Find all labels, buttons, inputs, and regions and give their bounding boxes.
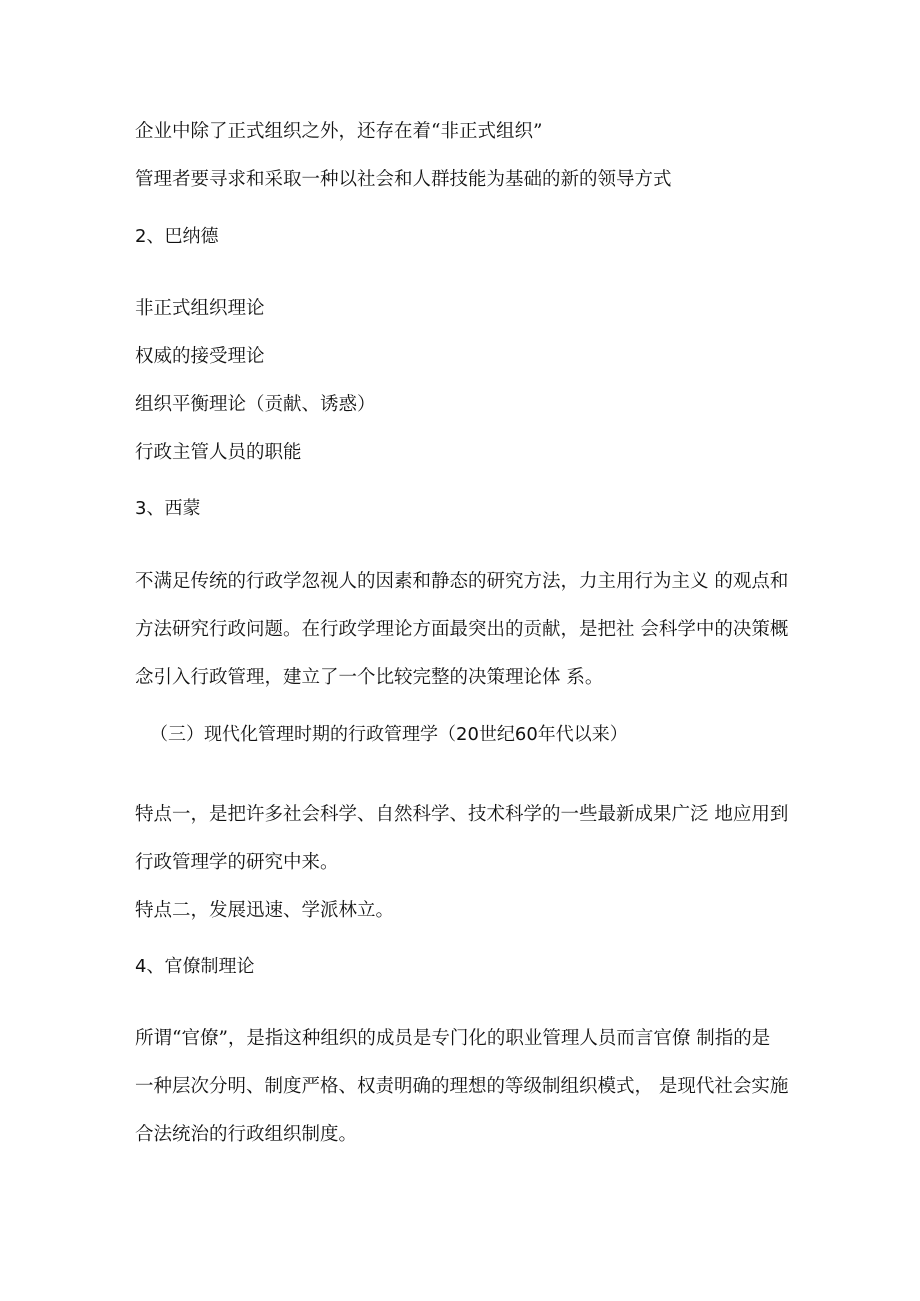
paragraph-line: 所谓“官僚”，是指这种组织的成员是专门化的职业管理人员而言官僚 制指的是 (135, 1028, 771, 1049)
paragraph-line: 方法研究行政问题。在行政学理论方面最突出的贡献，是把社 会科学中的决策概 (135, 619, 789, 640)
paragraph-line: 企业中除了正式组织之外，还存在着“非正式组织” (135, 121, 543, 142)
paragraph-line: 不满足传统的行政学忽视人的因素和静态的研究方法，力主用行为主义 的观点和 (135, 571, 789, 592)
list-item: 组织平衡理论（贡献、诱惑） (135, 394, 376, 415)
paragraph-line: 念引入行政管理，建立了一个比较完整的决策理论体 系。 (135, 667, 604, 688)
list-item: 权威的接受理论 (135, 346, 265, 367)
paragraph-line: 管理者要寻求和采取一种以社会和人群技能为基础的新的领导方式 (135, 169, 672, 190)
section-heading-modern-period: （三）现代化管理时期的行政管理学（20世纪60年代以来） (150, 724, 628, 745)
paragraph-line: 一种层次分明、制度严格、权责明确的理想的等级制组织模式， 是现代社会实施 (135, 1076, 789, 1097)
paragraph-line: 行政管理学的研究中来。 (135, 852, 339, 873)
list-item: 非正式组织理论 (135, 298, 265, 319)
paragraph-line: 特点一，是把许多社会科学、自然科学、技术科学的一些最新成果广泛 地应用到 (135, 804, 789, 825)
list-item: 行政主管人员的职能 (135, 442, 302, 463)
section-heading-bureaucracy: 4、官僚制理论 (135, 956, 255, 977)
section-heading-simon: 3、西蒙 (135, 498, 201, 519)
paragraph-line: 合法统治的行政组织制度。 (135, 1124, 358, 1145)
paragraph-line: 特点二，发展迅速、学派林立。 (135, 900, 395, 921)
section-heading-barnard: 2、巴纳德 (135, 226, 219, 247)
